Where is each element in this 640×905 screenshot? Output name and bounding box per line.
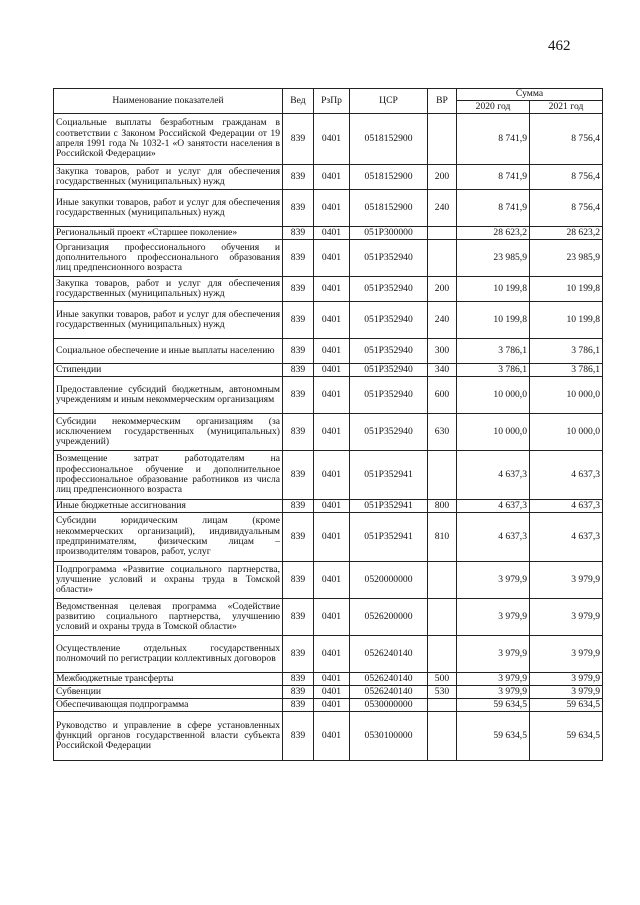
row-amount-2021-cell: 10 199,8 (530, 302, 603, 339)
table-row (54, 227, 603, 240)
row-ved-cell: 839 (283, 240, 314, 277)
row-vr-cell: 240 (428, 190, 457, 227)
row-rzpr-cell: 0401 (314, 699, 350, 712)
row-amount-2021-cell: 59 634,5 (530, 699, 603, 712)
row-amount-2021-cell: 3 979,9 (530, 673, 603, 686)
row-rzpr-cell: 0401 (314, 302, 350, 339)
row-ved-cell: 839 (283, 277, 314, 302)
row-ved-cell: 839 (283, 377, 314, 414)
row-amount-2021-cell: 8 756,4 (530, 165, 603, 190)
row-csr-cell: 0526240140 (350, 673, 428, 686)
table-row (54, 451, 603, 500)
row-rzpr-cell: 0401 (314, 277, 350, 302)
row-rzpr-cell: 0401 (314, 114, 350, 165)
row-amount-2020-cell: 4 637,3 (457, 500, 530, 513)
row-ved-cell: 839 (283, 686, 314, 699)
row-csr-cell: 051P352941 (350, 451, 428, 500)
row-name-cell: Социальные выплаты безработным гражданам в соответствии с Законом Российской Федерации от 19 апреля 1991 года № 1032-1 «О занятости населения в Российской Федерации» (54, 114, 283, 165)
row-name-cell: Социальное обеспечение и иные выплаты населению (54, 339, 283, 364)
table-row (54, 240, 603, 277)
row-amount-2020-cell: 10 000,0 (457, 377, 530, 414)
row-csr-cell: 051P352940 (350, 339, 428, 364)
row-amount-2020-cell: 28 623,2 (457, 227, 530, 240)
row-vr-cell: 500 (428, 673, 457, 686)
row-amount-2021-cell: 10 000,0 (530, 377, 603, 414)
row-vr-cell (428, 240, 457, 277)
row-amount-2020-cell: 3 979,9 (457, 636, 530, 673)
row-rzpr-cell: 0401 (314, 513, 350, 562)
row-amount-2021-cell: 3 786,1 (530, 364, 603, 377)
budget-table (53, 88, 603, 761)
row-name-cell: Субсидии некоммерческим организациям (за исключением государственных (муниципальных) учреждений) (54, 414, 283, 451)
row-rzpr-cell: 0401 (314, 377, 350, 414)
header-rzpr: РзПр (314, 89, 350, 114)
row-amount-2020-cell: 59 634,5 (457, 699, 530, 712)
row-amount-2021-cell: 10 199,8 (530, 277, 603, 302)
row-rzpr-cell: 0401 (314, 240, 350, 277)
row-csr-cell: 0518152900 (350, 190, 428, 227)
row-amount-2020-cell: 3 786,1 (457, 364, 530, 377)
table-row (54, 636, 603, 673)
row-rzpr-cell: 0401 (314, 500, 350, 513)
row-ved-cell: 839 (283, 699, 314, 712)
row-csr-cell: 0518152900 (350, 114, 428, 165)
row-amount-2021-cell: 3 786,1 (530, 339, 603, 364)
row-vr-cell (428, 451, 457, 500)
table-row (54, 339, 603, 364)
table-row (54, 377, 603, 414)
row-ved-cell: 839 (283, 599, 314, 636)
row-name-cell: Ведомственная целевая программа «Содействие развитию социального партнерства, улучшению условий и охраны труда в Томской области» (54, 599, 283, 636)
row-csr-cell: 051P352941 (350, 513, 428, 562)
row-amount-2021-cell: 3 979,9 (530, 599, 603, 636)
row-name-cell: Организация профессионального обучения и дополнительного профессионального образования лиц предпенсионного возраста (54, 240, 283, 277)
row-csr-cell: 0526200000 (350, 599, 428, 636)
header-vr: ВР (428, 89, 457, 114)
row-name-cell: Закупка товаров, работ и услуг для обеспечения государственных (муниципальных) нужд (54, 277, 283, 302)
row-name-cell: Региональный проект «Старшее поколение» (54, 227, 283, 240)
table-row (54, 599, 603, 636)
row-name-cell: Подпрограмма «Развитие социального партнерства, улучшение условий и охраны труда в Томской области» (54, 562, 283, 599)
row-rzpr-cell: 0401 (314, 673, 350, 686)
row-amount-2020-cell: 3 979,9 (457, 562, 530, 599)
row-name-cell: Иные закупки товаров, работ и услуг для обеспечения государственных (муниципальных) нужд (54, 302, 283, 339)
row-amount-2021-cell: 4 637,3 (530, 451, 603, 500)
row-ved-cell: 839 (283, 562, 314, 599)
row-amount-2020-cell: 3 979,9 (457, 673, 530, 686)
row-amount-2020-cell: 3 979,9 (457, 599, 530, 636)
row-vr-cell (428, 562, 457, 599)
row-ved-cell: 839 (283, 673, 314, 686)
row-csr-cell: 051P352940 (350, 277, 428, 302)
row-vr-cell: 300 (428, 339, 457, 364)
row-vr-cell (428, 712, 457, 761)
row-amount-2020-cell: 10 000,0 (457, 414, 530, 451)
row-name-cell: Обеспечивающая подпрограмма (54, 699, 283, 712)
row-amount-2021-cell: 3 979,9 (530, 562, 603, 599)
row-amount-2021-cell: 59 634,5 (530, 712, 603, 761)
row-amount-2021-cell: 3 979,9 (530, 636, 603, 673)
table-row (54, 513, 603, 562)
row-csr-cell: 0518152900 (350, 165, 428, 190)
row-rzpr-cell: 0401 (314, 227, 350, 240)
header-csr: ЦСР (350, 89, 428, 114)
row-vr-cell (428, 227, 457, 240)
row-ved-cell: 839 (283, 636, 314, 673)
header-year-2020: 2020 год (457, 101, 530, 114)
row-vr-cell: 630 (428, 414, 457, 451)
table-header (54, 89, 603, 114)
row-vr-cell: 200 (428, 277, 457, 302)
row-csr-cell: 0526240140 (350, 636, 428, 673)
row-vr-cell (428, 599, 457, 636)
row-ved-cell: 839 (283, 414, 314, 451)
row-csr-cell: 051P352941 (350, 500, 428, 513)
row-amount-2020-cell: 3 979,9 (457, 686, 530, 699)
row-name-cell: Межбюджетные трансферты (54, 673, 283, 686)
row-ved-cell: 839 (283, 190, 314, 227)
table-row (54, 500, 603, 513)
row-amount-2021-cell: 23 985,9 (530, 240, 603, 277)
row-ved-cell: 839 (283, 451, 314, 500)
row-vr-cell: 340 (428, 364, 457, 377)
row-amount-2020-cell: 4 637,3 (457, 513, 530, 562)
table-row (54, 165, 603, 190)
row-name-cell: Субсидии юридическим лицам (кроме некоммерческих организаций), индивидуальным предпринимателям, физическим лицам – производителям товаров, работ, услуг (54, 513, 283, 562)
table-body (54, 114, 603, 761)
row-name-cell: Осуществление отдельных государственных полномочий по регистрации коллективных договоров (54, 636, 283, 673)
row-ved-cell: 839 (283, 513, 314, 562)
row-amount-2021-cell: 10 000,0 (530, 414, 603, 451)
table-row (54, 686, 603, 699)
row-csr-cell: 051P352940 (350, 414, 428, 451)
row-rzpr-cell: 0401 (314, 712, 350, 761)
row-rzpr-cell: 0401 (314, 364, 350, 377)
row-csr-cell: 051P352940 (350, 377, 428, 414)
row-ved-cell: 839 (283, 227, 314, 240)
row-amount-2020-cell: 8 741,9 (457, 165, 530, 190)
row-rzpr-cell: 0401 (314, 451, 350, 500)
row-name-cell: Возмещение затрат работодателям на профессиональное обучение и дополнительное профессиональное образование работников из числа лиц предпенсионного возраста (54, 451, 283, 500)
row-amount-2020-cell: 10 199,8 (457, 277, 530, 302)
page-number: 462 (548, 38, 571, 54)
table-row (54, 562, 603, 599)
row-vr-cell: 200 (428, 165, 457, 190)
row-rzpr-cell: 0401 (314, 190, 350, 227)
row-name-cell: Субвенции (54, 686, 283, 699)
row-name-cell: Закупка товаров, работ и услуг для обеспечения государственных (муниципальных) нужд (54, 165, 283, 190)
row-csr-cell: 0530100000 (350, 712, 428, 761)
table-row (54, 414, 603, 451)
row-amount-2020-cell: 8 741,9 (457, 190, 530, 227)
row-ved-cell: 839 (283, 302, 314, 339)
row-rzpr-cell: 0401 (314, 636, 350, 673)
row-amount-2021-cell: 8 756,4 (530, 114, 603, 165)
row-csr-cell: 0526240140 (350, 686, 428, 699)
table-row (54, 712, 603, 761)
table-row (54, 190, 603, 227)
row-vr-cell (428, 114, 457, 165)
row-ved-cell: 839 (283, 364, 314, 377)
row-csr-cell: 051P352940 (350, 302, 428, 339)
row-name-cell: Иные закупки товаров, работ и услуг для обеспечения государственных (муниципальных) нужд (54, 190, 283, 227)
row-vr-cell: 240 (428, 302, 457, 339)
table-row (54, 699, 603, 712)
row-ved-cell: 839 (283, 712, 314, 761)
row-amount-2021-cell: 4 637,3 (530, 513, 603, 562)
row-vr-cell: 530 (428, 686, 457, 699)
row-rzpr-cell: 0401 (314, 686, 350, 699)
row-csr-cell: 0530000000 (350, 699, 428, 712)
header-name: Наименование показателей (54, 89, 283, 114)
row-rzpr-cell: 0401 (314, 599, 350, 636)
row-vr-cell: 600 (428, 377, 457, 414)
row-amount-2020-cell: 3 786,1 (457, 339, 530, 364)
row-rzpr-cell: 0401 (314, 165, 350, 190)
table-row (54, 302, 603, 339)
row-amount-2021-cell: 3 979,9 (530, 686, 603, 699)
row-name-cell: Иные бюджетные ассигнования (54, 500, 283, 513)
row-amount-2020-cell: 59 634,5 (457, 712, 530, 761)
row-csr-cell: 051P352940 (350, 364, 428, 377)
row-ved-cell: 839 (283, 165, 314, 190)
row-vr-cell (428, 699, 457, 712)
row-ved-cell: 839 (283, 114, 314, 165)
table-row (54, 364, 603, 377)
row-amount-2020-cell: 23 985,9 (457, 240, 530, 277)
header-ved: Вед (283, 89, 314, 114)
row-amount-2021-cell: 4 637,3 (530, 500, 603, 513)
row-amount-2020-cell: 10 199,8 (457, 302, 530, 339)
row-rzpr-cell: 0401 (314, 562, 350, 599)
table-row (54, 673, 603, 686)
row-amount-2020-cell: 4 637,3 (457, 451, 530, 500)
row-amount-2021-cell: 28 623,2 (530, 227, 603, 240)
row-ved-cell: 839 (283, 339, 314, 364)
row-name-cell: Предоставление субсидий бюджетным, автономным учреждениям и иным некоммерческим организациям (54, 377, 283, 414)
row-vr-cell: 810 (428, 513, 457, 562)
header-sum: Сумма (457, 89, 603, 101)
row-csr-cell: 051P300000 (350, 227, 428, 240)
row-rzpr-cell: 0401 (314, 339, 350, 364)
row-ved-cell: 839 (283, 500, 314, 513)
table-row (54, 114, 603, 165)
row-rzpr-cell: 0401 (314, 414, 350, 451)
row-vr-cell: 800 (428, 500, 457, 513)
row-csr-cell: 0520000000 (350, 562, 428, 599)
table-row (54, 277, 603, 302)
row-csr-cell: 051P352940 (350, 240, 428, 277)
row-name-cell: Стипендии (54, 364, 283, 377)
row-vr-cell (428, 636, 457, 673)
row-amount-2021-cell: 8 756,4 (530, 190, 603, 227)
header-year-2021: 2021 год (530, 101, 603, 114)
row-amount-2020-cell: 8 741,9 (457, 114, 530, 165)
row-name-cell: Руководство и управление в сфере установленных функций органов государственной власти субъекта Российской Федерации (54, 712, 283, 761)
